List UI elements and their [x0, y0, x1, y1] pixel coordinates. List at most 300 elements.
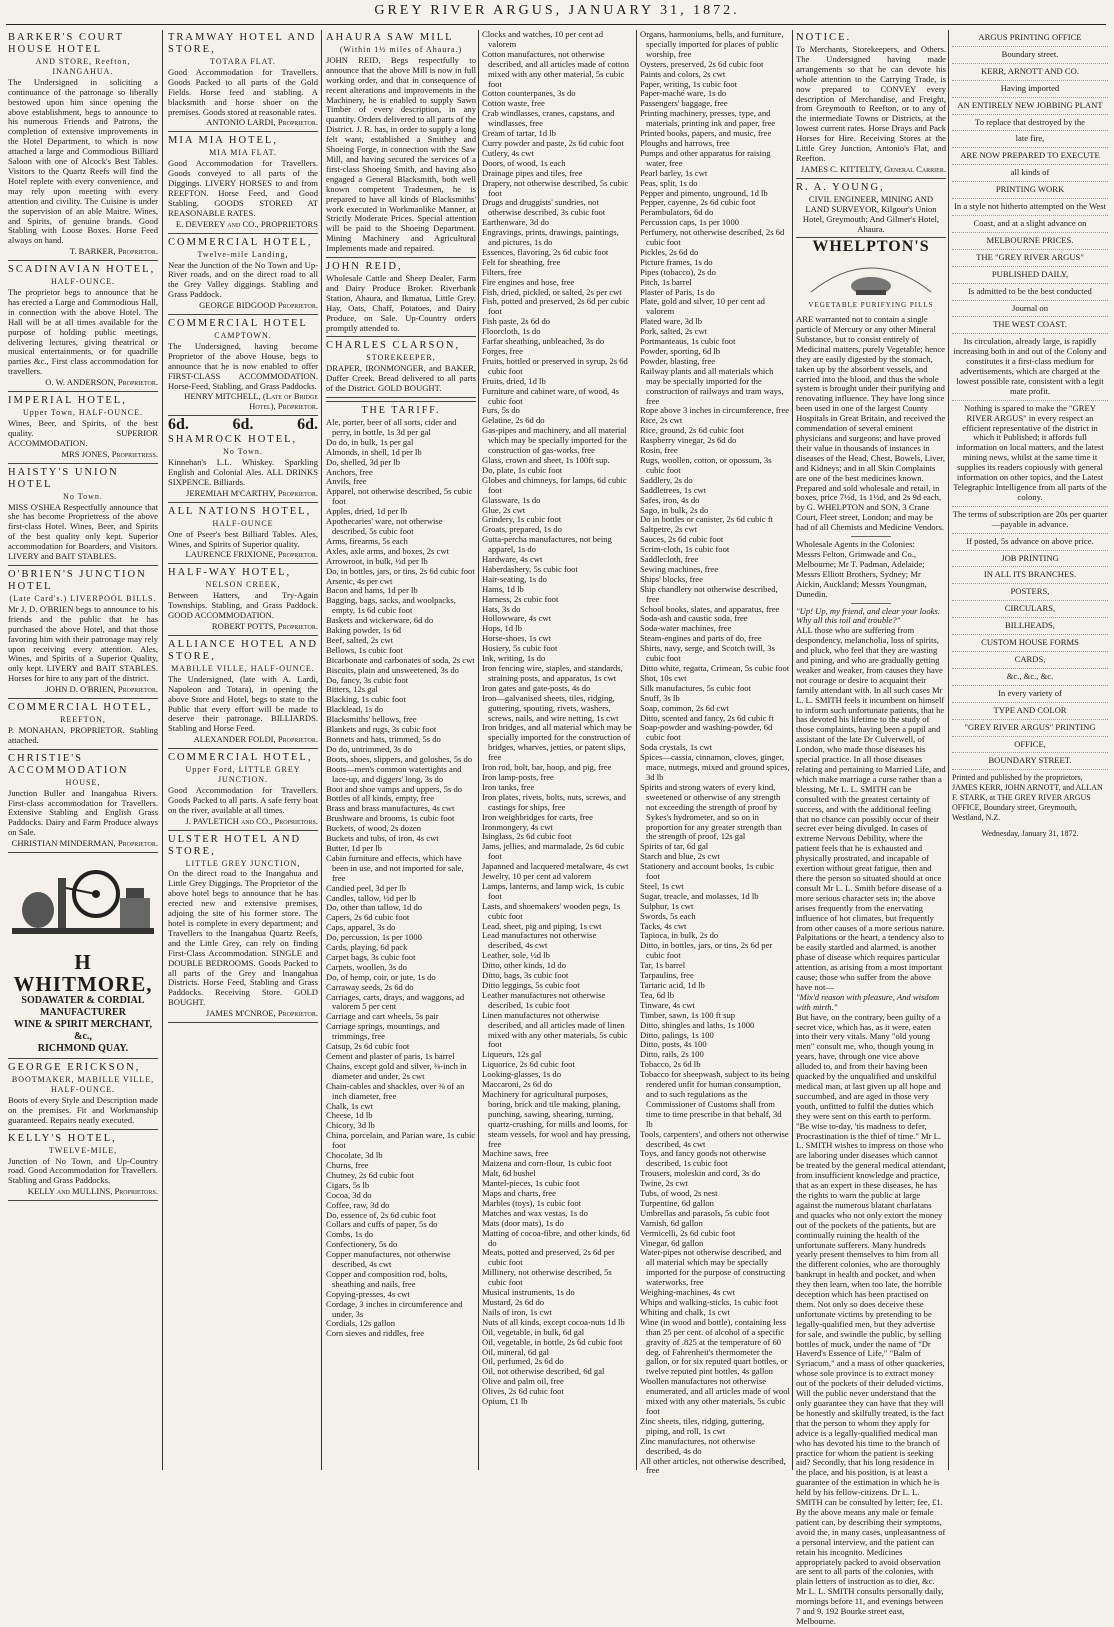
factory-engraving	[8, 857, 158, 947]
tariff-item: Cotton manufactures, not otherwise described, and all articles made of cotton mixed with any other material, 5s cubic foot	[482, 48, 630, 89]
issue-date: Wednesday, January 31, 1872.	[981, 828, 1079, 838]
argus-line: TYPE AND COLOR	[952, 703, 1108, 720]
tariff-item: Liqueurs, 12s gal	[482, 1049, 542, 1060]
column-7	[952, 30, 1108, 1470]
tariff-item: Baking powder, 1s 6d	[326, 625, 402, 636]
tariff-item: Paints and colors, 2s cwt	[640, 68, 726, 79]
tariff-item: Groats, prepared, 1s do	[482, 524, 562, 535]
tariff-item: Ships' blocks, free	[640, 573, 703, 584]
argus-line: In a style not hitherto attempted on the West	[952, 199, 1108, 216]
tariff-item: Perfumery, not otherwise described, 2s 6d cubic foot	[640, 227, 785, 248]
tariff-item: Pepper and pimento, unground, 1d lb	[640, 187, 768, 198]
tariff-item: Soda-ash and caustic soda, free	[640, 613, 748, 624]
masthead-rule	[6, 24, 1106, 25]
argus-line: MELBOURNE PRICES.	[952, 233, 1108, 250]
column-4	[482, 30, 632, 1470]
tariff-item: Candied peel, 3d per lb	[326, 882, 406, 893]
ad-title: IMPERIAL HOTEL,	[8, 395, 127, 407]
argus-line: Coast, and at a slight advance on	[952, 216, 1108, 233]
ad-body: The Undersigned, having become Proprietor of the above House, begs to announce that he is now enabled to offer FIRST-CLASS ACCOMMODATION. Horse-Feed, Stabling, and Grass Paddocks.	[168, 340, 318, 391]
argus-line: The terms of subscription are 20s per quarter—payable in advance.	[952, 507, 1108, 534]
ad-body: P. MONAHAN, PROPRIETOR. Stabling attached.	[8, 724, 158, 745]
argus-line: ARE NOW PREPARED TO EXECUTE	[952, 148, 1108, 165]
tariff-item: Ditto, palings, 1s 100	[640, 1029, 714, 1040]
tariff-item: Biscuits, plain and unsweetened, 3s do	[326, 664, 459, 675]
ad-title: COMMERCIAL HOTEL,	[168, 752, 313, 764]
notice-title: NOTICE.	[796, 32, 852, 43]
tariff-item: Lamps, lanterns, and lamp wick, 1s cubic foot	[482, 880, 625, 901]
tariff-item: Pumps and other apparatus for raising water, free	[640, 147, 771, 168]
ad-title: SHAMROCK HOTEL,	[168, 434, 298, 446]
ad-body: The Undersigned, (late with A. Lardi, Napoleon and Totara), in opening the above Store and Hotel, begs to state to the Public that every effort will be made to deserve their patronage. BILLIARDS. Stabling and Horse Feed.	[168, 673, 318, 734]
tariff-item: Zinc sheets, tiles, ridging, guttering, piping, and roll, 1s cwt	[640, 1415, 765, 1436]
tariff-item: Linen manufactures not otherwise described, and all articles made of linen mixed with any other materials, 5s cubic foot	[482, 1009, 628, 1050]
tariff-item: Gelatine, 2s 6d do	[482, 415, 545, 426]
ad-signature: LAURENCE FRIXIONE, Proprietor.	[185, 549, 318, 560]
ad-body: Junction Buller and Inangahua Rivers. First-class accommodation for Travellers. Extensive Stabling and English Grass Paddocks. Dairy and Farm Produce always on Sale.	[8, 787, 158, 838]
advertisement	[326, 261, 476, 333]
tariff-item: Do, of hemp, coir, or jute, 1s do	[326, 971, 436, 982]
ad-title: JOHN REID,	[326, 261, 403, 273]
tariff-item: All other articles, not otherwise described, free	[640, 1455, 786, 1476]
tariff-item: Ironmongery, 4s cwt	[482, 821, 553, 832]
tariff-item: Millinery, not otherwise described, 5s cubic foot	[482, 1267, 612, 1288]
tariff-item: Cheese, 1d lb	[326, 1110, 373, 1121]
tariff-item: Essences, flavoring, 2s 6d cubic foot	[482, 246, 609, 257]
ad-subtitle: No Town.	[63, 491, 103, 501]
ad-title: TRAMWAY HOTEL AND STORE,	[168, 32, 317, 55]
tariff-item: Fruits, dried, 1d lb	[482, 375, 546, 386]
tariff-item: Iron gates and gate-posts, 4s do	[482, 682, 591, 693]
ad-subtitle: HALF-OUNCE	[212, 518, 274, 528]
tariff-item: Perambulators, 6d do	[640, 207, 714, 218]
argus-line: PUBLISHED DAILY,	[952, 267, 1108, 284]
argus-line: JOB PRINTING	[952, 551, 1108, 568]
tariff-item: Olives, 2s 6d cubic foot	[482, 1386, 564, 1397]
ad-title: COMMERCIAL HOTEL,	[8, 702, 153, 714]
tariff-item: Cards, playing, 6d pack	[326, 942, 408, 953]
tariff-item: Snuff, 3s lb	[640, 692, 680, 703]
tariff-item: Shirts, navy, serge, and Scotch twill, 3s cubic foot	[640, 643, 775, 664]
tariff-item: Glass, crown and sheet, 1s 100ft sup.	[482, 454, 610, 465]
advertisement	[326, 340, 476, 394]
whelpton-title: WHELPTON'S	[812, 238, 930, 256]
advertisement	[8, 1133, 158, 1198]
tariff-item: Plate, gold and silver, 10 per cent ad valorem	[640, 296, 765, 317]
tariff-item: Tarpaulins, free	[640, 970, 694, 981]
tariff-item: Bitters, 12s gal	[326, 684, 378, 695]
notice-body: To Merchants, Storekeepers, and Others. The Undersigned having made arrangements so that he can devote his whole attention to the Carrying Trade, is now prepared to CONVEY every description of Merchandise, and Freight, from Greymouth to Reefton, or to any of the intermediate Towns or Districts, at the lowest current rates. Horse Drays and Pack Horses for Hire. Receiving Stores at the Little Grey Junction, Antonio's Flat, and Reefton.	[796, 44, 946, 163]
tariff-item: Saddlery, 2s do	[640, 474, 693, 485]
ad-body: On the direct road to the Inangahua and Little Grey Diggings. The Proprietor of the above hotel begs to announce that he has erected new and extensive premises, adjoing the site of his former store. The hotel is complete in every department; and Travellers to the Inangahua Quartz Reefs, and the Little Grey, can rely on finding First-Class Accommodation. SINGLE and DOUBLE BEDROOMS. Goods Packed to all parts of the Grey and Inangahua Districts. Horse Feed, Stabling and Grass Paddocks. Receiving Store. GOLD BOUGHT.	[168, 868, 318, 1008]
ad-subtitle: Upper Ford, LITTLE GREY JUNCTION.	[185, 765, 301, 785]
tariff-item: Maccaroni, 2s 6d do	[482, 1079, 553, 1090]
tariff-item: Cabin furniture and effects, which have been in use, and not imported for sale, free	[326, 852, 464, 883]
tariff-item: Vermicelli, 2s 6d cubic foot	[640, 1227, 736, 1238]
tariff-item: Anchors, free	[326, 466, 373, 477]
argus-line: late fire,	[952, 131, 1108, 148]
tariff-item: Oil, vegetable, in bottle, 2s 6d cubic foot	[482, 1336, 623, 1347]
tariff-item: Beef, salted, 2s cwt	[326, 634, 394, 645]
tariff-item: Printing machinery, presses, type, and materials, printing ink and paper, free	[640, 108, 776, 129]
ad-title: O'BRIEN'S JUNCTION HOTEL	[8, 568, 147, 592]
ad-body: DRAPER, IRONMONGER, and BAKER, Duffer Creek. Bread delivered to all parts of the District. GOLD BOUGHT.	[326, 363, 476, 394]
tariff-item: Filters, free	[482, 266, 522, 277]
ad-body: Between Hatters, and Try-Again Townships. Stabling, and Grass Paddock. GOOD ACCOMMODATION.	[168, 590, 318, 621]
tariff-item: Mustard, 2s 6d do	[482, 1297, 545, 1307]
tariff-item: Iron fencing wire, staples, and standards, straining posts, and apparatus, 1s cwt	[482, 663, 623, 683]
tariff-item: Cigars, 5s lb	[326, 1179, 370, 1190]
tariff-item: Carriage springs, mountings, and trimmings, free	[326, 1021, 440, 1042]
tariff-item: Coffee, raw, 3d do	[326, 1199, 390, 1210]
ad-signature: JAMES M'CNROE, Proprietor.	[205, 1008, 318, 1019]
tariff-item: Carriage and cart wheels, 5s pair	[326, 1011, 439, 1022]
tariff-item: Hollowware, 4s cwt	[482, 613, 551, 624]
argus-line: POSTERS,	[952, 584, 1108, 601]
tariff-item: Ditto, scented and fancy, 2s 6d cubic ft	[640, 712, 774, 723]
tariff-item: Almonds, in shell, 1d per lb	[326, 446, 422, 457]
tariff-item: Musical instruments, 1s do	[482, 1287, 575, 1298]
tariff-item: Lead, sheet, pig and piping, 1s cwt	[482, 920, 602, 931]
tariff-item: Bicarbonate and carbonates of soda, 2s cwt	[326, 654, 475, 665]
tariff-item: Timber, sawn, 1s 100 ft sup	[640, 1009, 736, 1020]
tariff-item: Caps, apparel, 3s do	[326, 922, 396, 933]
tariff-item: Saddlecloth, free	[640, 554, 699, 565]
tariff-item: Blacklead, 1s do	[326, 704, 384, 715]
ad-subtitle: TOTARA FLAT.	[210, 57, 276, 66]
advertisement	[8, 1062, 158, 1126]
ad-title: ALLIANCE HOTEL AND STORE,	[168, 638, 318, 662]
tariff-item: Do, fancy, 3s cubic foot	[326, 674, 409, 685]
tariff-item: Collars and cuffs of paper, 5s do	[326, 1219, 438, 1230]
tariff-item: Wine (in wood and bottle), containing less than 25 per cent. of alcohol of a specific gravity of .825 at the temperature of 60 deg. of Fahrenheit's thermometer the gallon, or for six reputed quart bottles, or twelve reputed pint bottles, 4s gallon	[640, 1316, 788, 1377]
tariff-item: Bellows, 1s cubic foot	[326, 644, 403, 655]
tariff-item: Nails of iron, 1s cwt	[482, 1306, 552, 1317]
tariff-item: Machinery for agricultural purposes, boring, brick and tile making, planing, punching, sawing, shearing, turning, quartz-crushing, for mills and looms, for steam vessels, for wool and hay pressing, free	[482, 1088, 631, 1149]
whitmore-line1: SODAWATER & CORDIAL MANUFACTURER	[21, 995, 145, 1019]
ad-title: MIA MIA HOTEL,	[168, 135, 278, 147]
ad-subtitle: (Within 1½ miles of Ahaura.)	[339, 45, 463, 54]
tariff-item: Lasts, and shoemakers' wooden pegs, 1s cubic foot	[482, 900, 621, 921]
tariff-item: Twine, 2s cwt	[640, 1178, 688, 1189]
whelpton-logo	[796, 238, 946, 311]
ad-signature: E. DEVEREY and CO., PROPRIETORS	[175, 218, 318, 229]
whelpton-arc-emblem	[801, 252, 941, 298]
tariff-item: Woollen manufactures not otherwise enumerated, and all articles made of wool mixed with any other materials, 5s cubic foot	[640, 1376, 790, 1416]
tariff-item: Soda crystals, 1s cwt	[640, 742, 713, 753]
tariff-item: Do, other than tallow, 1d do	[326, 902, 423, 913]
tariff-item: Jams, jellies, and marmalade, 2s 6d cubic foot	[482, 841, 625, 862]
tariff-item: Glue, 2s cwt	[482, 504, 526, 515]
tariff-item: Water-pipes not otherwise described, and all material which may be specially imported for the purpose of constructing waterworks, free	[640, 1247, 786, 1288]
tariff-item: Oil, perfumed, 2s 6d do	[482, 1356, 564, 1367]
tariff-item: Raspberry vinegar, 2s 6d do	[640, 435, 737, 446]
advertisement	[168, 567, 318, 632]
tariff-item: Blacking, 1s cubic foot	[326, 694, 406, 705]
tariff-item: Jewelry, 10 per cent ad valorem	[482, 871, 592, 882]
ad-signature: KELLY and MULLINS, Proprietors.	[27, 1186, 158, 1197]
tariff-item: Lead manufactures not otherwise described, 4s cwt	[482, 930, 597, 951]
ad-title: CHARLES CLARSON,	[326, 340, 461, 352]
ad-title: HAISTY'S UNION HOTEL	[8, 466, 119, 490]
tariff-item: Churns, free	[326, 1159, 369, 1170]
tariff-item: Ditto, rails, 2s 100	[640, 1049, 704, 1060]
tariff-item: Blankets and rugs, 3s cubic foot	[326, 724, 437, 735]
tariff-item: Do, shelled, 3d per lb	[326, 456, 400, 467]
tariff-item: Boots, shoes, slippers, and goloshes, 5s do	[326, 753, 473, 764]
tariff-item: Cotton counterpanes, 3s do	[482, 88, 576, 99]
tariff-item: Tar, 1s barrel	[640, 960, 686, 971]
tariff-item: Brushware and brooms, 1s cubic foot	[326, 813, 455, 824]
tariff-item: Plaster of Paris, 1s do	[640, 286, 715, 297]
tariff-item: Maps and charts, free	[482, 1188, 556, 1199]
tariff-item: Safes, iron, 4s do	[640, 494, 700, 505]
tariff-item: Rice, ground, 2s 6d cubic foot	[640, 425, 744, 436]
ad-title: CHRISTIE'S ACCOMMODATION	[8, 752, 129, 776]
tariff-item: Powder, sporting, 6d lb	[640, 346, 721, 356]
tariff-item: Hops, 1d lb	[482, 623, 522, 634]
argus-line: Is admitted to be the best conducted	[952, 284, 1108, 301]
tariff-item: Plated ware, 3d lb	[640, 316, 703, 327]
tariff-item: Chicory, 3d lb	[326, 1120, 375, 1131]
tariff-item: Matting of cocoa-fibre, and other kinds, 6d do	[482, 1227, 630, 1248]
tariff-item: Confectionery, 5s do	[326, 1239, 398, 1250]
advertisement	[8, 32, 158, 257]
tariff-item: Mantel-pieces, 1s cubic foot	[482, 1178, 580, 1189]
tariff-item: Cordage, 3 inches in circumference and under, 3s	[326, 1298, 463, 1319]
tariff-item: Sago, in bulk, 2s do	[640, 504, 709, 515]
advertisement	[8, 753, 158, 849]
ad-subtitle: NELSON CREEK,	[205, 580, 281, 590]
ad-subtitle: STOREKEEPER,	[366, 353, 436, 363]
tariff-item: Olive and palm oil, free	[482, 1376, 564, 1387]
argus-line: Its circulation, already large, is rapidly increasing both in and out of the Colony and constitutes it a first-class medium for advertisements, which are charged at the lowest possible rate, consistent with a legit mate profit.	[952, 334, 1108, 400]
tariff-item: Pearl barley, 1s cwt	[640, 167, 708, 178]
agents-body: Messrs Felton, Grimwade and Co., Melbourne; Mr T. Padman, Adelaide; Messrs Elliott Brothers, Sydney; Mr Aickin, Auckland; Messrs Youngman, Dunedin.	[796, 548, 927, 599]
column-1	[8, 30, 158, 1470]
column-rule	[636, 30, 637, 1470]
tariff-item: Vinegar, 6d gallon	[640, 1237, 704, 1248]
tariff-item: Forges, free	[482, 346, 523, 356]
ad-subtitle: REEFTON,	[60, 715, 106, 725]
ad-title: KELLY'S HOTEL,	[8, 1132, 117, 1144]
tariff-item: Catsup, 2s 6d cubic foot	[326, 1041, 410, 1052]
argus-line: BOUNDARY STREET.	[952, 753, 1108, 770]
smith-body: ALL those who are suffering from despondency, melancholia, loss of spirits, and pluck, who feel that they are wasting and pining, and who are gradually getting weaker and weaker, from causes they have not courage or desire to acquaint their family attendant with. In all such cases Mr L. L. SMITH feels it incumbent on himself to inform such unfortunate patients, that he has devoted his lifetime to the study of those complaints, having been a pupil and assistant of the late Dr Culverwell, of London, who made those diseases his special practice. In all those diseases relating and pertaining to Married Life, and which make marriage a curse rather than a blessing, Mr L. L. SMITH can be consulted with the greatest certainty of success, and with the additional feeling that no chance can possibly occur of their secret ever being divulged. In cases of extreme Nervous Debility, where the patient feels that he is exhausted and physically prostrated, and incapable of exertion without great fatigue, then and there the person so situated should at once consult Mr L. L. Smith before disease of a more serious character sets in; the above arises frequently from the enervating influence of hot climates, but frequently from other causes of a more serious nature. Palpitations or the heart, a tendency also to be easily startled and alarmed, is another phase of disease which requires particular attention, as arising from a most important cause; those who suffer from the above have not—	[796, 625, 946, 992]
tariff-item: Chutney, 2s 6d cubic foot	[326, 1169, 414, 1180]
tariff-item: Hats, 3s do	[482, 603, 521, 614]
tariff-item: Do do, in bulk, 1s per gal	[326, 436, 414, 447]
tariff-item: Saltpetre, 2s cwt	[640, 524, 698, 535]
tariff-item: Floorcloth, 1s do	[482, 326, 541, 337]
tariff-item: Bonnets and hats, trimmed, 5s do	[326, 734, 441, 744]
ad-subtitle: MIA MIA FLAT.	[209, 148, 277, 158]
tariff-item: Paper, writing, 1s cubic foot	[640, 78, 738, 89]
tariff-item: Sugar, treacle, and molasses, 1d lb	[640, 890, 759, 901]
tariff-item: Chains, except gold and silver, ⅜-inch in diameter and under, 2s cwt	[326, 1060, 467, 1081]
argus-line: Boundary street.	[952, 47, 1108, 64]
ad-subtitle: TWELVE-MILE,	[48, 1145, 118, 1155]
argus-line: OFFICE,	[952, 737, 1108, 754]
tariff-item: Oil, mineral, 6d gal	[482, 1346, 550, 1357]
machinery-illustration	[8, 858, 158, 946]
ad-signature: ROBERT POTTS, Proprietor.	[211, 620, 318, 631]
tariff-item: Varnish, 6d gallon	[640, 1217, 703, 1228]
advertisement	[8, 702, 158, 746]
advertisement	[168, 639, 318, 745]
tariff-item: Sewing machines, free	[640, 563, 719, 574]
tariff-item: Candles, tallow, ½d per lb	[326, 892, 416, 903]
tariff-item: Ditto, in bottles, jars, or tins, 2s 6d per cubic foot	[640, 940, 773, 961]
tariff-item: Cement and plaster of paris, 1s barrel	[326, 1051, 455, 1061]
tariff-item: Buckets, of wood, 2s dozen	[326, 823, 421, 834]
tariff-item: Haberdashery, 5s cubic foot	[482, 563, 578, 574]
tariff-item: Drainage pipes and tiles, free	[482, 167, 583, 178]
tariff-item: Butter, 1d per lb	[326, 842, 382, 853]
tariff-item: Iron plates, rivets, bolts, nuts, screws, and castings for ships, free	[482, 791, 626, 812]
tariff-item: Ale, porter, beer of all sorts, cider and perry, in bottle, 1s 3d per gal	[326, 417, 457, 437]
tariff-item: Bottles of all kinds, empty, free	[326, 793, 435, 804]
tariff-item: Leather, sole, ½d lb	[482, 950, 550, 961]
tariff-item: Ditto, bags, 3s cubic foot	[482, 970, 569, 981]
tariff-item: Carpet bags, 3s cubic foot	[326, 951, 416, 962]
whitmore-name: H WHITMORE,	[13, 950, 153, 997]
ad-body: One of Pseer's best Billiard Tables. Ales, Wines, and Spirits of Superior quality.	[168, 528, 318, 549]
argus-line: Having imported	[952, 81, 1108, 98]
tariff-item: Fruits, bottled or preserved in syrup, 2s 6d cubic foot	[482, 355, 628, 376]
ad-signature: ANTONIO LARDI, Proprietor.	[206, 117, 318, 128]
argus-line: all kinds of	[952, 165, 1108, 182]
ad-body: Kinnehan's L.L. Whiskey. Sparkling English and Colonial Ales. ALL DRINKS SIXPENCE. Billiards.	[168, 457, 318, 487]
tariff-item: Farfar sheathing, unbleached, 3s do	[482, 336, 605, 347]
tariff-item: Harness, 2s cubic foot	[482, 593, 559, 604]
tariff-item: Bagging, bags, sacks, and woolpacks, empty, 1s 6d cubic foot	[326, 595, 456, 616]
ad-title: ULSTER HOTEL AND STORE,	[168, 833, 302, 857]
advertisement	[168, 434, 318, 499]
advertisement	[168, 32, 318, 128]
argus-line: KERR, ARNOTT AND CO.	[952, 64, 1108, 81]
tariff-item: Liquorice, 2s 6d cubic foot	[482, 1059, 575, 1070]
argus-line: CIRCULARS,	[952, 601, 1108, 618]
tariff-item: Blacksmiths' bellows, free	[326, 714, 417, 725]
tariff-item: Drugs and druggists' sundries, not otherwise described, 3s cubic foot	[482, 197, 606, 218]
column-6	[796, 30, 946, 1626]
smith-body-2: But have, on the contrary, been guilty of a secret vice, which has, as it were, eaten into their very vitals. Many "old young men" consult me, who, though young in years, have, through one vice above alluded to, and from their having been quacked by the unqualified and unskilful medical man, at last given up all hope and succumbed, and are aged in those very youth, unfitted to fulfil the duties which they were sent on this earth to perform. "Be wise to-day, 'tis madness to defer, Procrastination is the thief of time." Mr L. L. SMITH wishes to impress on those who are laboring under diseases which cannot be treated by the general medical attendant, from insufficient knowledge and practice, that as an expert in these diseases, he has the rights to warn the public at large against the numerous blatant charlatans and quacks who not only extort the money out of the pockets of the patients, but are continually ruining the health of the unfortunate sufferers. Many hundreds yearly present themselves to him from all the different colonies, who are thoroughly bankrupt in health and pocket, and when they then learn, when too late, the horrible deception which has been practised on them. Not only so does deceive these unfortunate victims by pretending to be legally-qualified men, but they advertise for sale, and swindle the public, by selling bottles of muck, under the name of "Dr Haverd's Essence of Life," "Balm of Syriacum," and a mass of other quackeries, whose sole province is to extract money out of the pockets of their deluded victims. Will the public never understand that the only guarantee they can have that they will be honestly and skilfully treated, is the fact that the person to whom they apply for advice is a legally-qualified medical man who has devoted his time to the branch of practice for whom the patient is seeking aid? Secondly, that his long residence in the place, and his position, is at least a guarantee of the estimation in which he is held by his fellow-citizens. Dr L. L. SMITH can be consulted by letter; fee, £1. By the above means any male or female patient can, by describing their symptoms, avoid the, in many cases, unpleasantness of a personal interview, and the patient can retain his incognito. Medicines appropriately packed to avoid observation are sent to all parts of the colonies, with plain letters of instruction as to diet, &c. Mr L. L. SMITH consults personally daily, mornings before 11, and evenings between 7 and 9. 192 Bourke street east, Melbourne.	[796, 1011, 946, 1626]
tariff-item: Cream of tartar, 1d lb	[482, 128, 556, 139]
tariff-item: Scrim-cloth, 1s cubic foot	[640, 544, 730, 555]
argus-line: CUSTOM HOUSE FORMS	[952, 635, 1108, 652]
argus-line: Nothing is spared to make the "GREY RIVER ARGUS" in every respect an efficient representative of the district in which it Published; it affords full information on local matters, and the latest mining news, whilst at the same time it supplies its readers copiously with general information on other topics, and the Latest Telegraphic Intelligence from all parts of the colony.	[952, 401, 1108, 507]
masthead: GREY RIVER ARGUS, JANUARY 31, 1872.	[374, 3, 740, 18]
tariff-item: Isinglass, 2s 6d cubic foot	[482, 831, 572, 842]
tariff-item: Machine saws, free	[482, 1148, 549, 1159]
tariff-item: Do, essence of, 2s 6d cubic foot	[326, 1209, 436, 1220]
ad-title: HALF-WAY HOTEL,	[168, 567, 292, 579]
tariff-item: Spirits of tar, 6d gal	[640, 841, 709, 852]
ad-body: Boots of every Style and Description made on the premises. Fit and Workmanship guaranteed. Repairs neatly executed.	[8, 1094, 158, 1125]
tariff-item: Copper and composition rod, bolts, sheathing and nails, free	[326, 1268, 448, 1289]
tariff-item: Tubs, of wood, 2s nest	[640, 1188, 718, 1199]
argus-line: &c., &c., &c.	[952, 669, 1108, 686]
tariff-item: Furniture and cabinet ware, of wood, 4s cubic foot	[482, 385, 619, 406]
tariff-item: Arms, firearms, 5s each	[326, 535, 408, 546]
tariff-item: Hardware, 4s cwt	[482, 554, 543, 565]
column-rule	[948, 30, 949, 1470]
sixpence-banner	[168, 416, 318, 434]
tariff-item: Apparel, not otherwise described, 5s cubic foot	[326, 486, 473, 507]
tariff-item: Stationery and account books, 1s cubic foot	[640, 861, 775, 882]
tariff-item: Sulphur, 1s cwt	[640, 900, 694, 911]
tariff-item: Tapioca, in bulk, 2s do	[640, 930, 719, 941]
ad-subtitle: No Town.	[223, 447, 263, 457]
tariff-item: Copper manufactures, not otherwise described, 4s cwt	[326, 1249, 451, 1270]
tariff-item: Shot, 10s cwt	[640, 672, 687, 683]
tariff-item: Whiting and chalk, 1s cwt	[640, 1306, 730, 1317]
tariff-title: THE TARIFF.	[361, 405, 441, 417]
ad-subtitle: HOUSE,	[65, 777, 101, 787]
tariff-item: Gutta-percha manufactures, not being apparel, 1s do	[482, 534, 612, 555]
tariff-item: Grindery, 1s cubic foot	[482, 514, 562, 525]
tariff-item: Trousers, moleskin and cord, 3s do	[640, 1168, 761, 1179]
advertisement	[168, 237, 318, 311]
tariff-item: Spirits and strong waters of every kind, sweetened or otherwise of any strength not exceeding the strength of proof by Sykes's hydrometer, and so on in proportion for any greater strength than the strength of proof, 12s gal	[640, 781, 782, 842]
tariff-item: Carriages, carts, drays, and waggons, ad valorem 5 per cent	[326, 991, 465, 1012]
tariff-item: Soap, common, 2s 6d cwt	[640, 702, 729, 713]
tariff-item: Furs, 5s do	[482, 405, 520, 416]
tariff-item: Steel, 1s cwt	[640, 880, 684, 891]
sixd-3: 6d.	[297, 416, 318, 434]
tariff-item: Rosin, free	[640, 445, 678, 456]
tariff-item: Steam-engines and parts of do, free	[640, 633, 762, 644]
ad-title: AHAURA SAW MILL	[326, 32, 454, 43]
ad-title: BARKER'S COURT HOUSE HOTEL	[8, 32, 124, 55]
tariff-item: Ditto, shingles and laths, 1s 1000	[640, 1019, 755, 1030]
tariff-item: Do, percussion, 1s per 1000	[326, 932, 422, 943]
tariff-item: Peas, split, 1s do	[640, 177, 698, 188]
argus-line: AN ENTIRELY NEW JOBBING PLANT	[952, 98, 1108, 115]
tariff-item: Swords, 5s each	[640, 910, 696, 921]
advertisement	[168, 318, 318, 412]
ad-title: ALL NATIONS HOTEL,	[168, 505, 312, 517]
tariff-item: Copying-presses, 4s cwt	[326, 1288, 410, 1299]
tariff-item: Spices—cassia, cinnamon, cloves, ginger, mace, nutmegs, mixed and ground spices, 3d lb	[640, 752, 790, 782]
ad-subtitle: CAMPTOWN.	[214, 331, 272, 341]
tariff-item: Do, in bottles, jars, or tins, 2s 6d cubic foot	[326, 565, 475, 576]
ad-body: JOHN REID, Begs respectfully to announce that the above Mill is now in full working order, and that in consequence of recent alterations and improvements in the Machinery, he is enabled to supply Sawn Timber of every description, in any quantity. Orders delivered to all parts of the District. J. R. has, in order to supply a long felt want, established a Smithey and Shoeing Forge, in connection with the Saw Mill, and having secured the services of a first-class Shoeing Smith, and having also engaged a General Blacksmith, both well known competent Tradesmen, he is prepared to have all kinds of Blacksmiths' work executed in Workmanlike Manner, at Strictly Moderate Prices. Special attention will be paid to the Shoeing Department. Mining Machinery and Agricultural Implements made and repaired.	[326, 54, 476, 254]
tariff-item: Iron rod, bolt, bar, hoop, and pig, free	[482, 762, 612, 773]
tariff-item: Meats, potted and preserved, 2s 6d per cubic foot	[482, 1247, 615, 1268]
tariff-item: Iron—galvanised sheets, tiles, ridging, guttering, spouting, rivets, washers, screws, nails, and wire netting, 1s cwt	[482, 692, 619, 723]
ad-subtitle: (Late Card's.) LIVERPOOL BILLS.	[9, 593, 157, 603]
tariff-item: Ink, writing, 1s do	[482, 653, 546, 664]
ad-body: MISS O'SHEA Respectfully announce that she has become Proprietress of the above first-class Hotel. Wines, Beer, and Spirits of the best quality only kept. Superior accommodation for Boarders, and Visitors. LIVERY and BAIT STABLES.	[8, 501, 158, 562]
tariff-item: Oysters, preserved, 2s 6d cubic foot	[640, 58, 764, 69]
tariff-item: Portmanteaus, 1s cubic foot	[640, 336, 736, 347]
tariff-item: Paper-maché ware, 1s do	[640, 88, 727, 99]
tariff-item: Passengers' baggage, free	[640, 98, 728, 109]
tariff-item: Boot and shoe vamps and uppers, 5s do	[326, 783, 463, 794]
column-rule	[321, 30, 322, 1470]
tariff-item: Buckets and tubs, of iron, 4s cwt	[326, 833, 439, 844]
sixd-2: 6d.	[232, 416, 254, 434]
tariff-item: Fish paste, 2s 6d do	[482, 316, 551, 327]
tariff-item: Pipes (tobacco), 2s do	[640, 266, 716, 277]
tariff-item: Cocoa, 3d do	[326, 1189, 372, 1200]
tariff-item: Ship chandlery not otherwise described, free	[640, 583, 778, 604]
ad-signature: JEREMIAH M'CARTHY, Proprietor.	[186, 487, 318, 498]
advertisement	[168, 506, 318, 561]
young-title: R. A. YOUNG,	[796, 181, 885, 193]
